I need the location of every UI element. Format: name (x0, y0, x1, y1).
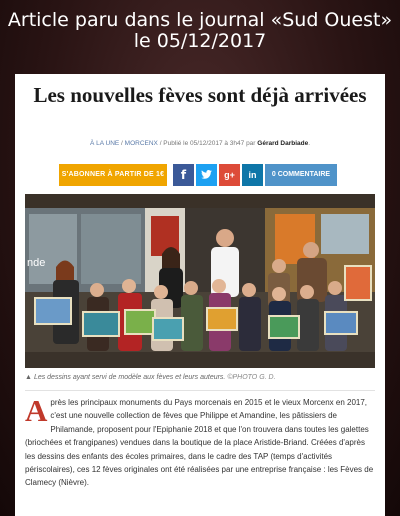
article-byline (15, 140, 385, 147)
article-actions (15, 164, 385, 186)
banner-line-1: Article paru dans le journal «Sud Ouest» (7, 9, 393, 31)
linkedin-share-button[interactable] (242, 164, 263, 186)
photo-credit: ©PHOTO G. D. (227, 374, 276, 381)
comments-button[interactable]: 0 COMMENTAIRE (265, 164, 337, 186)
caption-triangle-icon: ▲ (25, 374, 32, 381)
subscribe-button[interactable]: S'ABONNER À PARTIR DE 1€ (59, 164, 167, 186)
page-banner (0, 10, 400, 52)
facebook-share-button[interactable] (173, 164, 194, 186)
facebook-icon: f (180, 168, 187, 182)
article-body-text: près les principaux monuments du Pays morcenais en 2015 et le vieux Morcenx en 2017, c'est une nouvelle collection de fèves que Philippe et Amandine, les pâtissiers de Philamande, proposent pour l'Epiphanie 2018 et que l'on trouvera dans toutes les galettes (briochées et frangipanes) vendues dans la boutique de la place Aristide-Briand. Créées d'après les dessins des enfants des écoles primaires, dans le cadre des TAP (temps d'activités périscolaires), ces 12 fèves originales ont été réalisées par une entreprise française : les Fèves de Clamecy (Nièvre). (25, 398, 374, 488)
article-body (25, 393, 375, 490)
caption-divider (25, 390, 375, 391)
article-headline: Les nouvelles fèves sont déjà arrivées (33, 83, 367, 107)
twitter-share-button[interactable] (196, 164, 217, 186)
group-photo-illustration (25, 194, 375, 368)
twitter-icon (201, 170, 212, 179)
byline-separator: / (119, 140, 125, 147)
banner-line-2: le 05/12/2017 (133, 30, 267, 52)
caption-text: Les dessins ayant servi de modèle aux fèves et leurs auteurs. (33, 374, 226, 381)
town-link[interactable]: MORCENX (124, 140, 158, 147)
author-name: Gérard Darbiade (257, 140, 309, 147)
linkedin-icon: in (248, 170, 257, 180)
section-link[interactable]: À LA UNE (89, 140, 120, 147)
publish-info: / Publié le 05/12/2017 à 3h47 par (157, 140, 258, 147)
article-card (15, 74, 385, 516)
googleplus-share-button[interactable] (219, 164, 240, 186)
storefront-sign-text: nde (27, 257, 46, 269)
photo-caption (25, 374, 375, 381)
article-photo (25, 194, 375, 368)
drop-cap: A (25, 393, 48, 428)
googleplus-icon: g+ (224, 170, 235, 180)
byline-end: . (308, 140, 311, 147)
